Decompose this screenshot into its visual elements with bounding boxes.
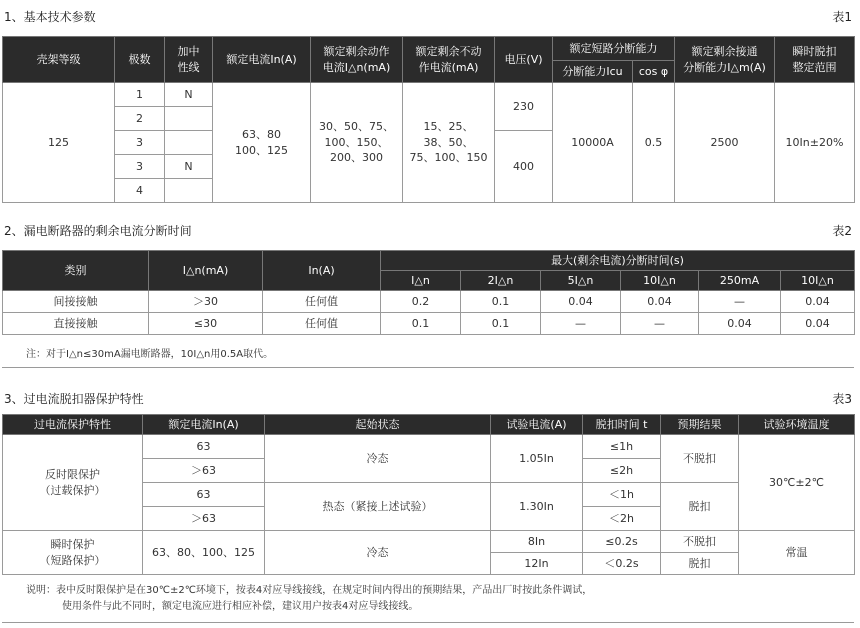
table2-note: 注：对于I△n≤30mA漏电断路器，10I△n用0.5A取代。 — [26, 349, 274, 360]
cell-state-cold: 冷态 — [265, 435, 491, 483]
th-in: In(A) — [263, 251, 381, 291]
cell-result-no-trip: 不脱扣 — [661, 435, 739, 483]
table3-note-line1: 说明：表中反时限保护是在30℃±2℃环境下，按表4对应导线接线，在规定时间内得出的预期结果，产品出厂时按此条件调试， — [26, 585, 593, 596]
cell-current: ＞63 — [143, 507, 265, 531]
cell-in: 任何值 — [263, 291, 381, 313]
th-ambient-temp: 试验环境温度 — [739, 415, 855, 435]
cell-temperature: 常温 — [739, 531, 855, 575]
section1-title: 1、基本技术参数 — [4, 10, 96, 24]
cell-current: ＞63 — [143, 459, 265, 483]
th-rated-current: 额定电流In(A) — [213, 37, 311, 83]
th-instant: 瞬时脱扣 整定范围 — [775, 37, 855, 83]
th-protection: 过电流保护特性 — [3, 415, 143, 435]
cell-in: 任何值 — [263, 313, 381, 335]
th-frame: 壳架等级 — [3, 37, 115, 83]
th-voltage: 电压(V) — [495, 37, 553, 83]
cell-current: 63 — [143, 435, 265, 459]
cell-test-current: 8In — [491, 531, 583, 553]
th-test-current: 试验电流(A) — [491, 415, 583, 435]
cell-state-hot: 热态（紧接上述试验） — [265, 483, 491, 531]
th-residual-nonop: 额定剩余不动 作电流(mA) — [403, 37, 495, 83]
th-trip-time: 脱扣时间 t — [583, 415, 661, 435]
th-residual-op: 额定剩余动作 电流I△n(mA) — [311, 37, 403, 83]
cell-test-current: 12In — [491, 553, 583, 575]
cell-test-current: 1.30In — [491, 483, 583, 531]
cell-neutral: N — [165, 155, 213, 179]
cell-frame: 125 — [3, 83, 115, 203]
cell-neutral: N — [165, 83, 213, 107]
cell-poles: 1 — [115, 83, 165, 107]
cell-value: — — [541, 313, 621, 335]
cell-poles: 2 — [115, 107, 165, 131]
cell-neutral — [165, 131, 213, 155]
cell-instant-protection: 瞬时保护 （短路保护） — [3, 531, 143, 575]
cell-value: 0.04 — [621, 291, 699, 313]
th-cos: cos φ — [633, 61, 675, 83]
cell-make-break: 2500 — [675, 83, 775, 203]
cell-value: 0.1 — [461, 313, 541, 335]
cell-trip-time: ＜0.2s — [583, 553, 661, 575]
table3-note-line2: 使用条件与此不同时，额定电流应进行相应补偿，建议用户按表4对应导线接线。 — [62, 600, 419, 612]
cell-trip-time: ＜2h — [583, 507, 661, 531]
th-max-time: 最大(剩余电流)分断时间(s) — [381, 251, 855, 271]
cell-idn: ≤30 — [149, 313, 263, 335]
cell-result: 脱扣 — [661, 553, 739, 575]
cell-residual-op: 30、50、75、 100、150、 200、300 — [311, 83, 403, 203]
cell-value: 0.04 — [781, 291, 855, 313]
cell-value: 0.04 — [699, 313, 781, 335]
th-poles: 极数 — [115, 37, 165, 83]
table3-number: 表3 — [832, 392, 852, 406]
cell-neutral — [165, 179, 213, 203]
cell-trip-time: ≤0.2s — [583, 531, 661, 553]
cell-neutral — [165, 107, 213, 131]
divider — [2, 622, 854, 623]
cell-value: 0.04 — [541, 291, 621, 313]
cell-value: 0.04 — [781, 313, 855, 335]
cell-icu: 10000A — [553, 83, 633, 203]
cell-state-cold: 冷态 — [265, 531, 491, 575]
cell-trip-time: ≤2h — [583, 459, 661, 483]
cell-trip-time: ＜1h — [583, 483, 661, 507]
cell-value: 0.2 — [381, 291, 461, 313]
th-make-break: 额定剩余接通 分断能力I△m(A) — [675, 37, 775, 83]
cell-category: 直接接触 — [3, 313, 149, 335]
th-initial-state: 起始状态 — [265, 415, 491, 435]
table3-note — [26, 583, 592, 614]
th-sub: I△n — [381, 271, 461, 291]
th-sub: 5I△n — [541, 271, 621, 291]
basic-params-table — [2, 36, 855, 203]
cell-temperature: 30℃±2℃ — [739, 435, 855, 531]
cell-rated-current: 63、80 100、125 — [213, 83, 311, 203]
cell-value: 0.1 — [381, 313, 461, 335]
cell-voltage: 230 — [495, 83, 553, 131]
cell-test-current: 1.05In — [491, 435, 583, 483]
cell-value: — — [621, 313, 699, 335]
cell-result-trip: 脱扣 — [661, 483, 739, 531]
cell-category: 间接接触 — [3, 291, 149, 313]
table-row — [3, 313, 855, 335]
th-sub: 2I△n — [461, 271, 541, 291]
cell-residual-nonop: 15、25、 38、50、 75、100、150 — [403, 83, 495, 203]
divider — [2, 367, 854, 368]
th-neutral: 加中 性线 — [165, 37, 213, 83]
section3-title: 3、过电流脱扣器保护特性 — [4, 392, 144, 406]
cell-value: 0.1 — [461, 291, 541, 313]
th-breaking: 额定短路分断能力 — [553, 37, 675, 61]
residual-break-time-table — [2, 250, 855, 335]
table1-number: 表1 — [832, 10, 852, 24]
cell-current: 63、80、100、125 — [143, 531, 265, 575]
th-sub: 10I△n — [781, 271, 855, 291]
th-sub: 250mA — [699, 271, 781, 291]
overcurrent-release-table — [2, 414, 855, 575]
th-expected-result: 预期结果 — [661, 415, 739, 435]
th-category: 类别 — [3, 251, 149, 291]
table2-number: 表2 — [832, 224, 852, 238]
table-row — [3, 291, 855, 313]
cell-poles: 3 — [115, 155, 165, 179]
th-icu: 分断能力Icu — [553, 61, 633, 83]
cell-idn: ＞30 — [149, 291, 263, 313]
cell-current: 63 — [143, 483, 265, 507]
cell-poles: 3 — [115, 131, 165, 155]
th-idn: I△n(mA) — [149, 251, 263, 291]
th-rated-current: 额定电流In(A) — [143, 415, 265, 435]
cell-voltage: 400 — [495, 131, 553, 203]
cell-trip-time: ≤1h — [583, 435, 661, 459]
cell-poles: 4 — [115, 179, 165, 203]
section2-title: 2、漏电断路器的剩余电流分断时间 — [4, 224, 192, 238]
th-sub: 10I△n — [621, 271, 699, 291]
cell-cos: 0.5 — [633, 83, 675, 203]
cell-instant: 10In±20% — [775, 83, 855, 203]
cell-value: — — [699, 291, 781, 313]
cell-inverse-protection: 反时限保护 （过载保护） — [3, 435, 143, 531]
cell-result: 不脱扣 — [661, 531, 739, 553]
